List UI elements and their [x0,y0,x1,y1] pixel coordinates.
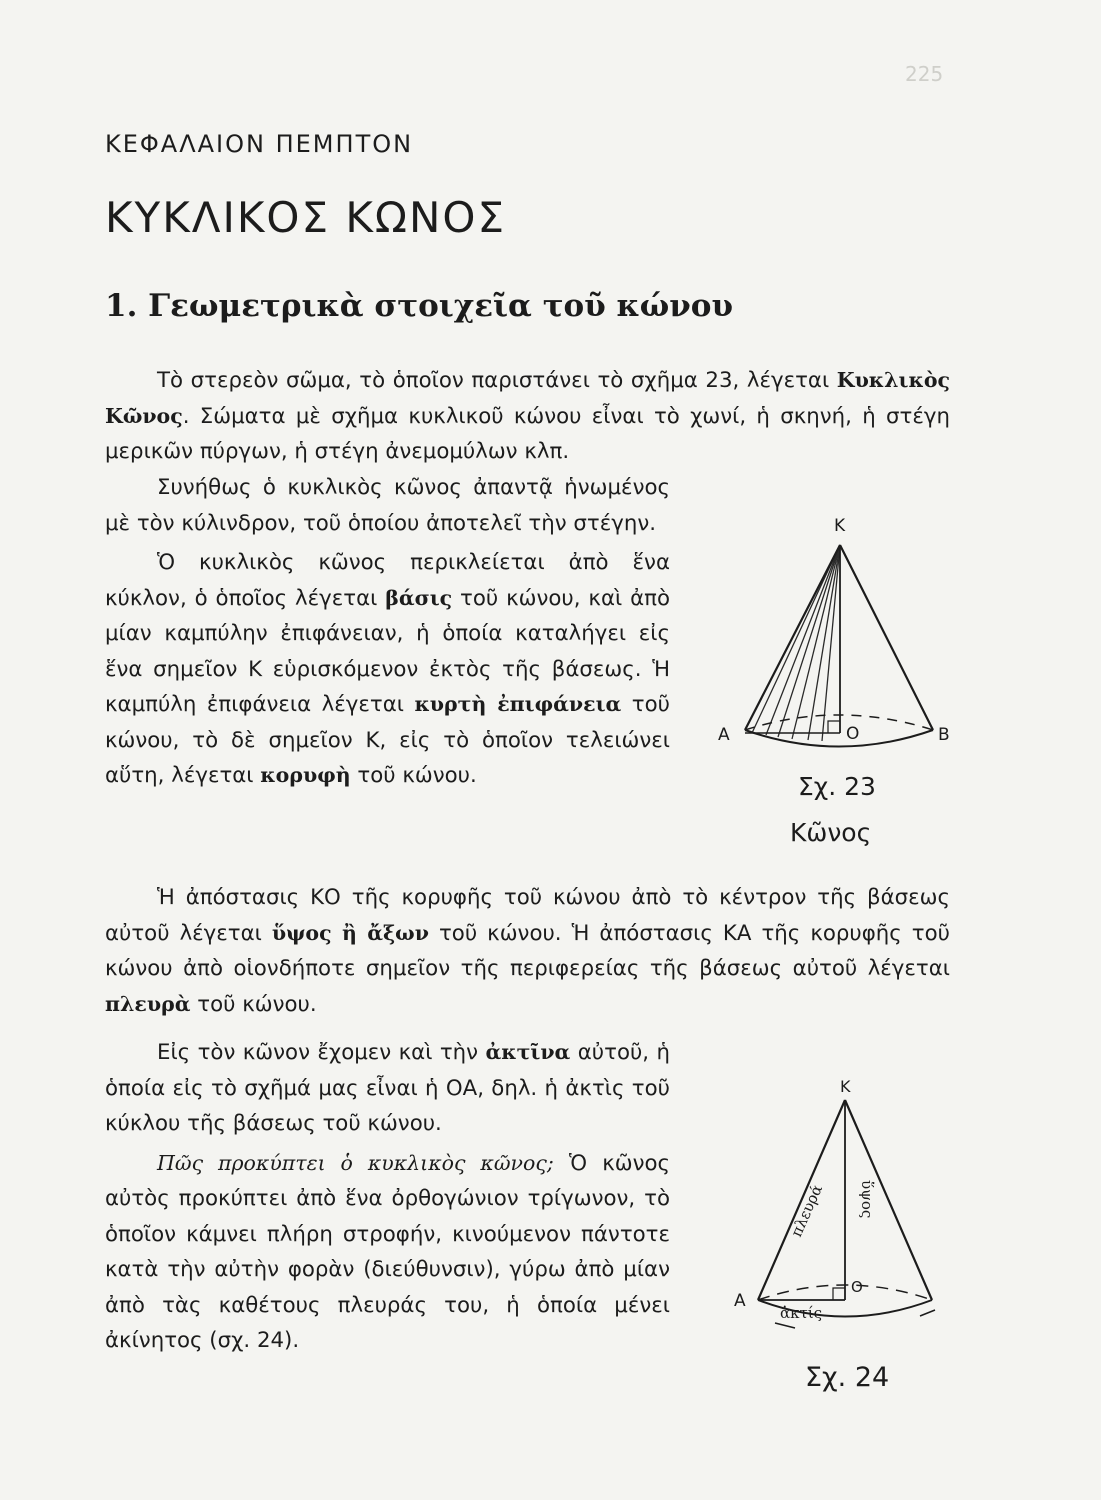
paragraph-radius [105,1035,670,1142]
paragraph-block-narrow-2 [105,1035,670,1359]
paragraph-block-narrow-1 [105,470,670,794]
p5-text1: Εἰς τὸν κῶνον ἔχομεν καὶ τὴν [157,1040,486,1065]
p1-term-cone: Κυκλικὸς Κῶνος [105,368,950,428]
generator-line [766,545,840,735]
label-side: πλευρά [787,1181,827,1240]
p1-text2: . Σώματα μὲ σχῆμα κυκλικοῦ κώνου εἶναι τὸ χωνί, ἡ σκηνή, ἡ στέγη μερικῶν πύργων, ἡ στέγη ἀνεμομύλων κλπ. [105,403,950,464]
generator-line [792,545,840,739]
p3-text1: Ὁ κυκλικὸς κῶνος περικλείεται ἀπὸ ἕνα κύκλον, ὁ ὁποῖος λέγεται [105,550,670,611]
label-A: Α [734,1291,746,1311]
label-O: Ο [851,1278,863,1296]
p3-term-base: βάσις [385,585,453,610]
p6-question: Πῶς προκύπτει ὁ κυκλικὸς κῶνος; [157,1150,554,1175]
p3-term-apex: κορυφὴ [260,763,351,787]
p4-term-side: πλευρὰ [105,991,191,1016]
label-height: ὕψος [858,1180,876,1219]
right-angle-mark [833,1288,845,1300]
label-K: Κ [840,1078,851,1096]
p3-text3: τοῦ κώνου, τὸ δὲ σημεῖον Κ, εἰς τὸ ὁποῖον τελειώνει αὕτη, λέγεται [105,692,670,788]
section-heading: 1. Γεωμετρικὰ στοιχεῖα τοῦ κώνου [105,288,733,324]
paragraph-definition [105,363,950,470]
cone-diagram-23 [700,505,970,765]
paragraph-base [105,545,670,794]
p1-text1: Τὸ στερεὸν σῶμα, τὸ ὁποῖον παριστάνει τὸ σχῆμα 23, λέγεται [157,368,837,393]
p5-term-radius: ἀκτῖνα [485,1040,571,1064]
figure-24-caption: Σχ. 24 [805,1362,890,1393]
label-radius: ἀκτίς [780,1304,823,1322]
figure-23-cone [700,505,970,765]
chapter-title: ΚΥΚΛΙΚΟΣ ΚΩΝΟΣ [105,193,506,242]
p4-text2: τοῦ κώνου. Ἡ ἀπόστασις ΚΑ τῆς κορυφῆς τοῦ κώνου ἀπὸ οἱονδήποτε σημεῖον τῆς περιφερείας τῆς βάσεως αὐτοῦ λέγεται [105,920,950,981]
p6-text1: Ὁ κῶνος αὐτὸς προκύπτει ἀπὸ ἕνα ὀρθογώνιον τρίγωνον, τὸ ὁποῖον κάμνει πλήρη στροφήν, κινούμενον πάντοτε κατὰ τὴν αὐτὴν φορὰν (διεύθυνσιν), γύρω ἀπὸ μίαν ἀπὸ τὰς καθέτους πλευράς του, ἡ ὁποία μένει ἀκίνητος (σχ. 24). [105,1150,671,1353]
label-K: Κ [834,516,846,536]
p3-text4: τοῦ κώνου. [350,763,477,788]
cone-outline [745,545,933,730]
p4-text1: Ἡ ἀπόστασις ΚΟ τῆς κορυφῆς τοῦ κώνου ἀπὸ τὸ κέντρον τῆς βάσεως αὐτοῦ λέγεται [105,885,950,946]
rotation-arrow-left [775,1323,795,1328]
p4-term-height: ὕψος ἢ ἄξων [271,920,429,945]
figure-23-caption-title: Κῶνος [790,818,872,847]
paragraph-cylinder: Συνήθως ὁ κυκλικὸς κῶνος ἀπαντᾷ ἡνωμένος μὲ τὸν κύλινδρον, τοῦ ὁποίου ἀποτελεῖ τὴν στέγην. [105,475,670,536]
p3-text2: τοῦ κώνου, καὶ ἀπὸ μίαν καμπύλην ἐπιφάνειαν, ἡ ὁποία καταλήγει εἰς ἕνα σημεῖον Κ εὑρισκόμενον ἐκτὸς τῆς βάσεως. Ἡ καμπύλη ἐπιφάνεια λέγεται [105,585,670,717]
figure-24-cone [720,1078,960,1348]
paragraph-height [105,880,950,1022]
p3-term-surface: κυρτὴ ἐπιφάνεια [414,692,622,716]
p5-text2: αὐτοῦ, ἡ ὁποία εἰς τὸ σχῆμά μας εἶναι ἡ ΟΑ, δηλ. ἡ ἀκτὶς τοῦ κύκλου τῆς βάσεως τοῦ κώνου. [105,1040,670,1136]
right-angle-mark [828,721,840,733]
chapter-label: ΚΕΦΑΛΑΙΟΝ ΠΕΜΠΤΟΝ [105,130,414,158]
paragraph-generation [105,1146,670,1359]
figure-23-caption-number: Σχ. 23 [798,772,876,801]
generator-line [752,545,840,733]
label-O: Ο [846,724,860,744]
p4-text3: τοῦ κώνου. [190,991,317,1017]
page-number: 225 [905,62,944,86]
label-B: Β [938,725,950,745]
rotation-arrow-right [920,1310,935,1316]
cone-diagram-24 [720,1078,960,1348]
label-A: Α [718,725,730,745]
